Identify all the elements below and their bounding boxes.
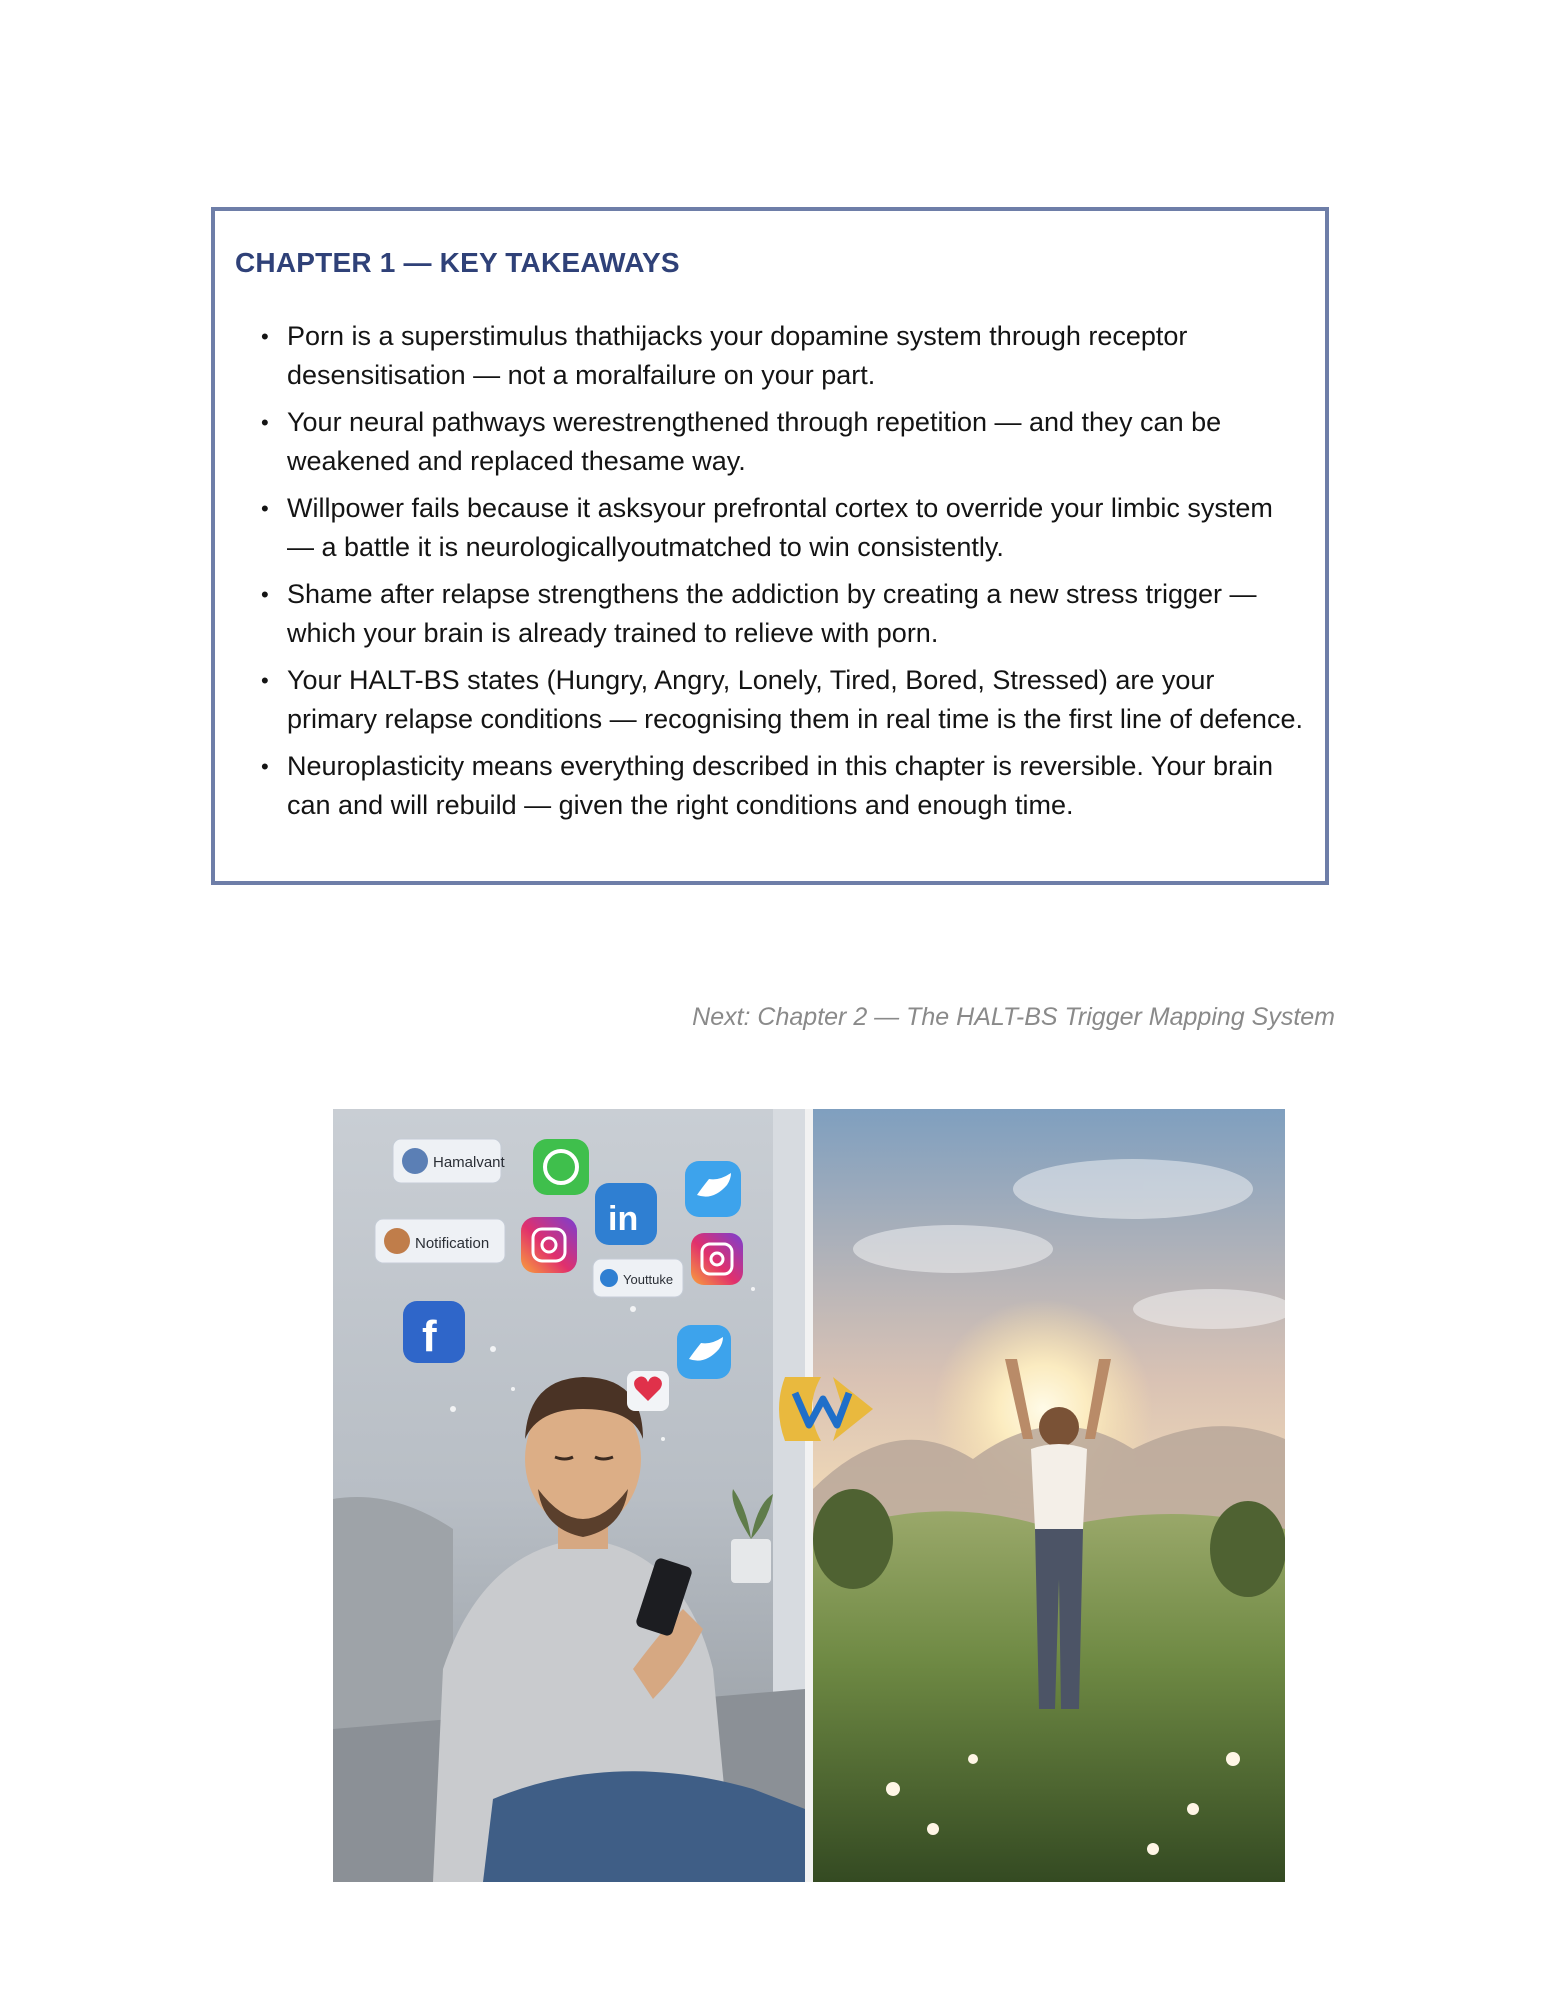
illustration-svg xyxy=(333,1109,1285,1882)
facebook-icon xyxy=(403,1301,465,1363)
takeaway-line: — a battle it is neurologicallyoutmatched to win consistently. xyxy=(287,532,1004,562)
takeaway-item xyxy=(215,489,1325,567)
takeaway-list xyxy=(215,317,1325,833)
takeaway-line: Your neural pathways werestrengthened through repetition — and they can be xyxy=(287,407,1222,437)
bullet-icon: • xyxy=(261,410,269,435)
notification-bubble xyxy=(375,1219,505,1263)
heart-icon xyxy=(627,1371,669,1411)
left-panel-scene xyxy=(333,1109,805,1882)
takeaway-line: primary relapse conditions — recognising them in real time is the first line of defence. xyxy=(287,704,1303,734)
takeaway-item xyxy=(215,317,1325,395)
linkedin-label: in xyxy=(608,1200,639,1238)
takeaway-line: can and will rebuild — given the right conditions and enough time. xyxy=(287,790,1074,820)
notification-label: Notification xyxy=(415,1235,490,1252)
takeaway-item xyxy=(215,661,1325,739)
bullet-icon: • xyxy=(261,582,269,607)
takeaway-line: desensitisation — not a moralfailure on your part. xyxy=(287,360,876,390)
bullet-icon: • xyxy=(261,496,269,521)
panel-divider xyxy=(805,1109,813,1882)
takeaway-line: which your brain is already trained to relieve with porn. xyxy=(287,618,939,648)
linkedin-icon xyxy=(595,1183,657,1245)
takeaway-item xyxy=(215,747,1325,825)
takeaway-line: Shame after relapse strengthens the addiction by creating a new stress trigger — xyxy=(287,579,1257,609)
twitter-icon xyxy=(677,1325,731,1379)
twitter-icon xyxy=(685,1161,741,1217)
instagram-icon xyxy=(521,1217,577,1273)
whatsapp-icon xyxy=(533,1139,589,1195)
takeaway-item xyxy=(215,403,1325,481)
contact-label: Hamalvant xyxy=(433,1154,505,1171)
instagram-icon xyxy=(691,1233,743,1285)
bullet-icon: • xyxy=(261,668,269,693)
takeaways-title: CHAPTER 1 — KEY TAKEAWAYS xyxy=(235,247,680,278)
bullet-icon: • xyxy=(261,324,269,349)
key-takeaways-box xyxy=(211,207,1329,885)
takeaway-line: Porn is a superstimulus thathijacks your dopamine system through receptor xyxy=(287,321,1188,351)
takeaway-line: Willpower fails because it asksyour prefrontal cortex to override your limbic system xyxy=(287,493,1273,523)
before-after-illustration xyxy=(333,1109,1285,1882)
video-label: Youttuke xyxy=(623,1272,674,1287)
takeaway-line: Neuroplasticity means everything described in this chapter is reversible. Your brain xyxy=(287,751,1274,781)
bullet-icon: • xyxy=(261,754,269,779)
video-bubble xyxy=(593,1259,683,1297)
takeaway-item xyxy=(215,575,1325,653)
takeaway-line: weakened and replaced thesame way. xyxy=(287,446,746,476)
next-chapter-note: Next: Chapter 2 — The HALT-BS Trigger Mapping System xyxy=(692,1003,1335,1031)
contact-bubble xyxy=(393,1139,506,1183)
right-panel-scene xyxy=(813,1109,1285,1882)
facebook-label: f xyxy=(422,1312,437,1361)
takeaway-line: Your HALT-BS states (Hungry, Angry, Lonely, Tired, Bored, Stressed) are your xyxy=(287,665,1215,695)
